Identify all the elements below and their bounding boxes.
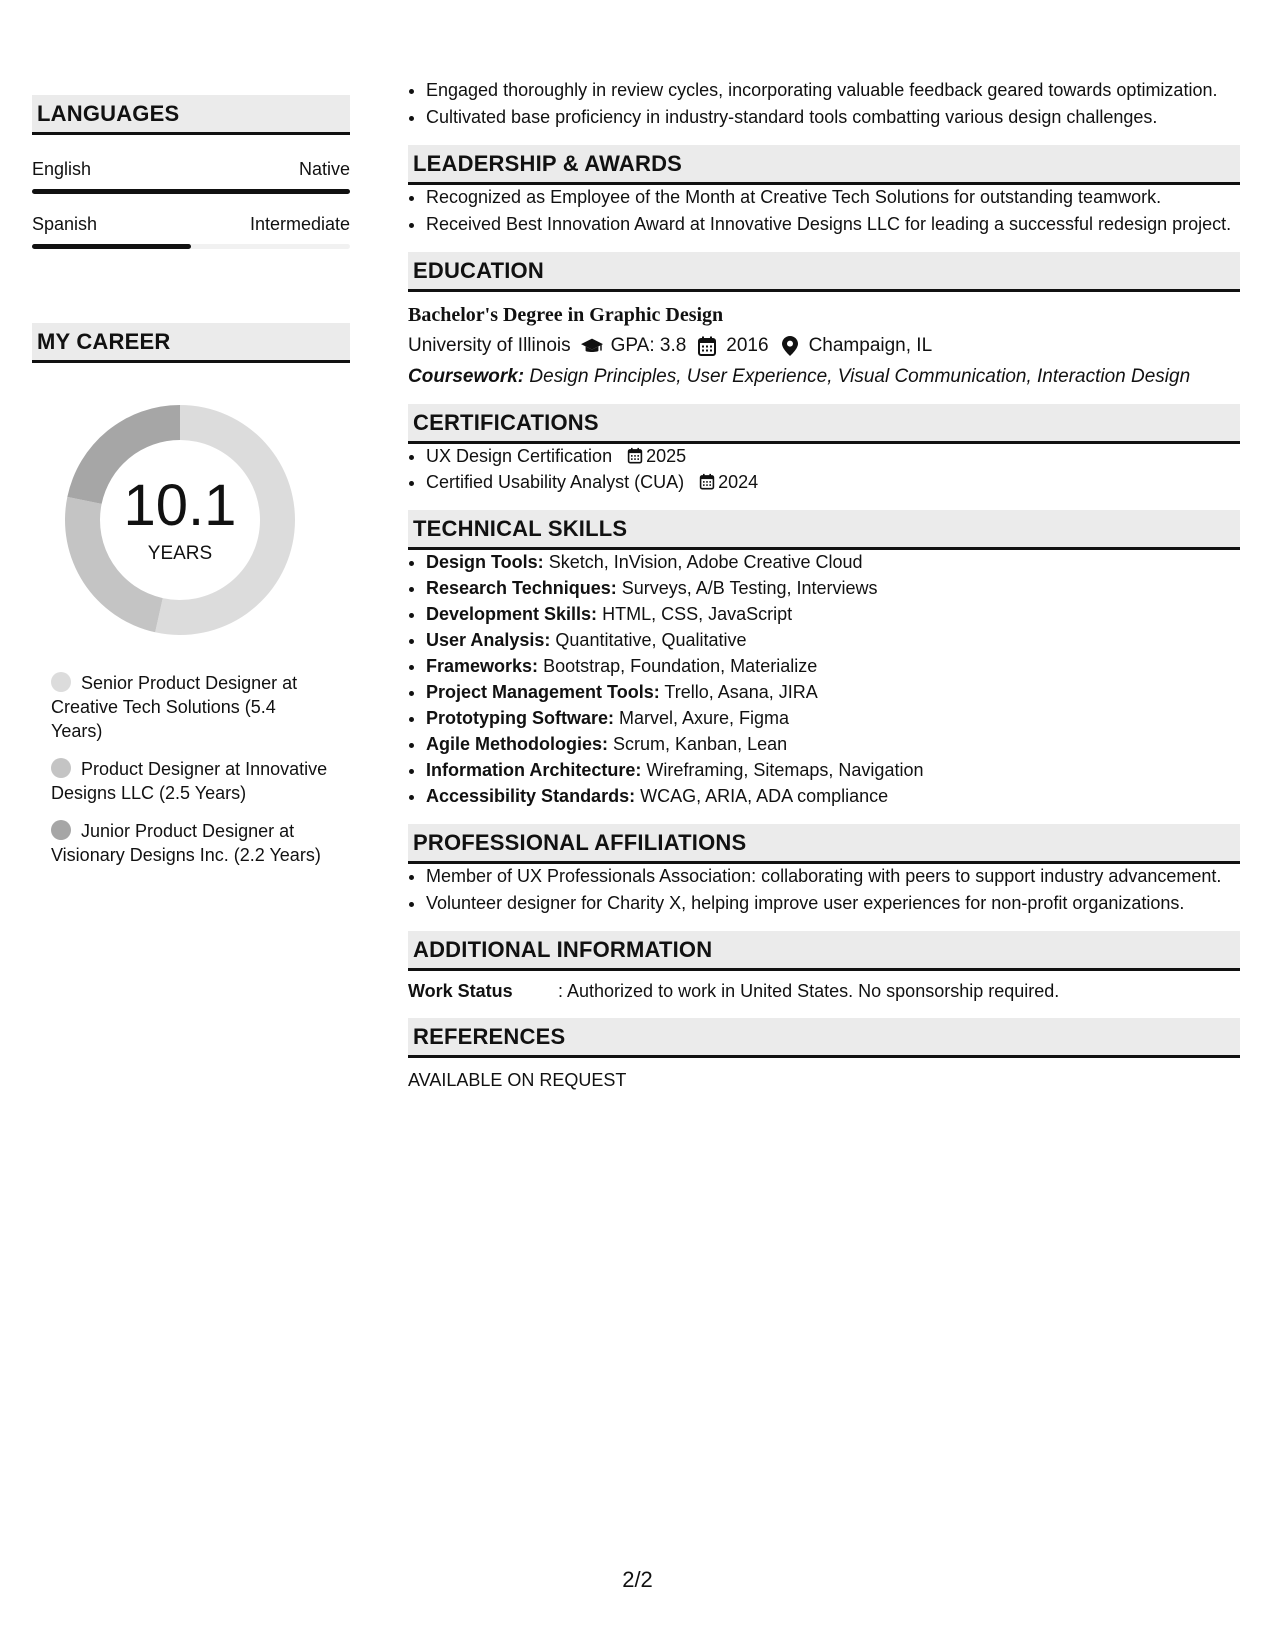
affiliation-bullet: • Member of UX Professionals Association: collaborating with peers to support industry advancement. bbox=[426, 864, 1240, 888]
affiliations-heading: PROFESSIONAL AFFILIATIONS bbox=[408, 824, 1240, 864]
skills-heading: TECHNICAL SKILLS bbox=[408, 510, 1240, 550]
skill-item bbox=[426, 732, 1240, 756]
career-role-text: Junior Product Designer at Visionary Designs Inc. (2.2 Years) bbox=[51, 821, 321, 865]
skill-value: Wireframing, Sitemaps, Navigation bbox=[646, 760, 924, 780]
leadership-bullet: • Received Best Innovation Award at Innovative Designs LLC for leading a successful redesign project. bbox=[426, 212, 1240, 236]
language-name: English bbox=[32, 159, 92, 179]
skill-item bbox=[426, 550, 1240, 574]
skill-label: Project Management Tools: bbox=[426, 682, 660, 702]
skill-label: User Analysis: bbox=[426, 630, 551, 650]
certification-name: Certified Usability Analyst (CUA) bbox=[426, 472, 685, 492]
skills-list bbox=[408, 550, 1240, 808]
career-role bbox=[51, 757, 331, 805]
skill-item bbox=[426, 706, 1240, 730]
career-roles-list bbox=[51, 671, 331, 867]
education-coursework bbox=[408, 366, 1240, 388]
experience-bullet: • Cultivated base proficiency in industry-standard tools combatting various design challenges. bbox=[426, 105, 1240, 129]
references-heading: REFERENCES bbox=[408, 1018, 1240, 1058]
affiliation-bullet: • Volunteer designer for Charity X, helping improve user experiences for non-profit organizations. bbox=[426, 891, 1240, 915]
experience-bullet: • Engaged thoroughly in review cycles, incorporating valuable feedback geared towards optimization. bbox=[426, 78, 1240, 102]
graduation-cap-icon bbox=[581, 336, 603, 356]
skill-item bbox=[426, 654, 1240, 678]
skill-label: Accessibility Standards: bbox=[426, 786, 636, 806]
language-spanish bbox=[32, 214, 350, 249]
skill-label: Design Tools: bbox=[426, 552, 544, 572]
work-status-row bbox=[408, 981, 1240, 1002]
education-heading: EDUCATION bbox=[408, 252, 1240, 292]
certification-year: 2025 bbox=[646, 446, 687, 466]
certification-item bbox=[426, 444, 1240, 468]
education-location: Champaign, IL bbox=[808, 335, 933, 356]
skill-item bbox=[426, 680, 1240, 704]
language-proficiency-fill bbox=[32, 244, 191, 249]
leadership-bullet: • Recognized as Employee of the Month at Creative Tech Solutions for outstanding teamwork. bbox=[426, 185, 1240, 209]
education-year: 2016 bbox=[726, 335, 769, 356]
work-status-label: Work Status bbox=[408, 981, 513, 1001]
career-role-dot bbox=[51, 672, 71, 692]
map-pin-icon bbox=[779, 336, 801, 356]
career-years-unit: YEARS bbox=[147, 543, 213, 564]
calendar-icon bbox=[627, 447, 643, 464]
language-english bbox=[32, 159, 350, 194]
skill-value: Scrum, Kanban, Lean bbox=[613, 734, 788, 754]
skill-label: Frameworks: bbox=[426, 656, 539, 676]
certification-name: UX Design Certification bbox=[426, 446, 613, 466]
skill-label: Information Architecture: bbox=[426, 760, 642, 780]
skill-label: Prototyping Software: bbox=[426, 708, 614, 728]
language-level: Native bbox=[298, 159, 350, 179]
language-level: Intermediate bbox=[249, 214, 350, 234]
left-column bbox=[32, 95, 350, 881]
work-status-value: : Authorized to work in United States. No sponsorship required. bbox=[558, 981, 1060, 1001]
skill-value: Sketch, InVision, Adobe Creative Cloud bbox=[548, 552, 863, 572]
certification-year: 2024 bbox=[718, 472, 759, 492]
career-role-text: Product Designer at Innovative Designs LLC (2.5 Years) bbox=[51, 759, 328, 803]
languages-heading: LANGUAGES bbox=[32, 95, 350, 135]
affiliations-list bbox=[408, 864, 1240, 915]
right-column bbox=[408, 78, 1240, 1091]
experience-continued-list bbox=[408, 78, 1240, 129]
leadership-heading: LEADERSHIP & AWARDS bbox=[408, 145, 1240, 185]
calendar-icon bbox=[699, 473, 715, 490]
education-degree: Bachelor's Degree in Graphic Design bbox=[408, 304, 724, 326]
career-role bbox=[51, 819, 331, 867]
skill-item bbox=[426, 758, 1240, 782]
education-meta bbox=[408, 335, 1240, 357]
certification-item bbox=[426, 470, 1240, 494]
career-total-years: 10.1 bbox=[123, 473, 237, 538]
calendar-icon bbox=[696, 336, 718, 356]
skill-item bbox=[426, 602, 1240, 626]
skill-item bbox=[426, 576, 1240, 600]
skill-value: Marvel, Axure, Figma bbox=[619, 708, 790, 728]
language-name: Spanish bbox=[32, 214, 98, 234]
education-school: University of Illinois bbox=[408, 335, 571, 356]
skill-value: Quantitative, Qualitative bbox=[555, 630, 747, 650]
page-number: 2/2 bbox=[622, 1567, 653, 1592]
skill-label: Agile Methodologies: bbox=[426, 734, 608, 754]
skill-label: Research Techniques: bbox=[426, 578, 617, 598]
coursework-text: Design Principles, User Experience, Visual Communication, Interaction Design bbox=[529, 366, 1191, 387]
skill-item bbox=[426, 628, 1240, 652]
skill-value: HTML, CSS, JavaScript bbox=[602, 604, 793, 624]
education-gpa: GPA: 3.8 bbox=[610, 335, 687, 356]
language-proficiency-bar bbox=[32, 244, 350, 249]
career-role bbox=[51, 671, 331, 743]
references-text: AVAILABLE ON REQUEST bbox=[408, 1070, 627, 1090]
leadership-list bbox=[408, 185, 1240, 236]
skill-value: WCAG, ARIA, ADA compliance bbox=[640, 786, 889, 806]
career-donut-chart bbox=[65, 405, 295, 635]
skill-label: Development Skills: bbox=[426, 604, 598, 624]
certifications-list bbox=[408, 444, 1240, 494]
skill-item bbox=[426, 784, 1240, 808]
career-heading: MY CAREER bbox=[32, 323, 350, 363]
career-role-dot bbox=[51, 820, 71, 840]
language-proficiency-fill bbox=[32, 189, 350, 194]
skill-value: Surveys, A/B Testing, Interviews bbox=[621, 578, 878, 598]
certifications-heading: CERTIFICATIONS bbox=[408, 404, 1240, 444]
additional-info-heading: ADDITIONAL INFORMATION bbox=[408, 931, 1240, 971]
language-proficiency-bar bbox=[32, 189, 350, 194]
career-role-text: Senior Product Designer at Creative Tech Solutions (5.4 Years) bbox=[51, 673, 298, 741]
coursework-label: Coursework: bbox=[408, 366, 525, 387]
skill-value: Trello, Asana, JIRA bbox=[664, 682, 818, 702]
skill-value: Bootstrap, Foundation, Materialize bbox=[543, 656, 818, 676]
career-role-dot bbox=[51, 758, 71, 778]
